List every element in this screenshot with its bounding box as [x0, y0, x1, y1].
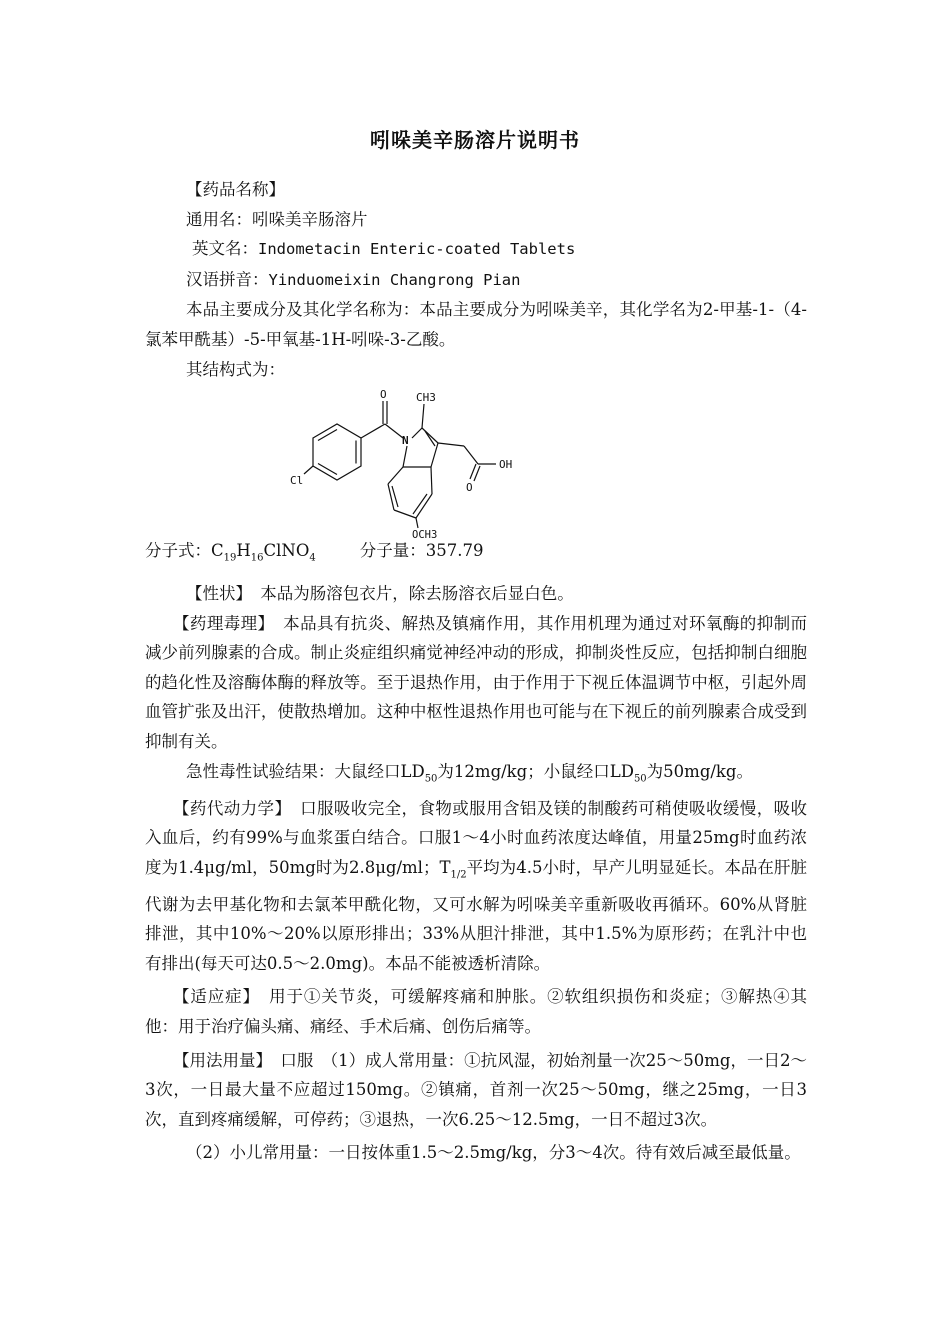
composition-paragraph: 本品主要成分及其化学名称为：本品主要成分为吲哚美辛，其化学名为2-甲基-1-（4-氯苯甲酰基）-5-甲氧基-1H-吲哚-3-乙酸。: [145, 300, 807, 349]
section-drug-name-heading: 【药品名称】: [186, 180, 285, 199]
pinyin-name-line: 汉语拼音：Yinduomeixin Changrong Pian: [186, 269, 521, 289]
english-name-line: 英文名：Indometacin Enteric-coated Tablets: [192, 239, 576, 259]
molecular-formula: $C_{19}H_{16}ClNO_4$: [211, 541, 316, 564]
atom-label-cl: Cl: [290, 474, 304, 488]
indications-paragraph: 【适应症】 用于①关节炎，可缓解疼痛和肿胀。②软组织损伤和炎症；③解热④其他：用于治疗偏头痛、痛经、手术后痛、创伤后痛等。: [145, 987, 808, 1036]
atom-label-n: N: [402, 434, 409, 448]
atom-label-oh: OH: [499, 458, 513, 472]
chemical-structure-diagram: [290, 386, 520, 542]
atom-label-o-acid: O: [466, 481, 473, 495]
toxicity-paragraph: 急性毒性试验结果：大鼠经口$LD_{50}$为12mg/kg；小鼠经口$LD_{50}$为50mg/kg。: [186, 761, 753, 784]
structure-diagram-container: [145, 384, 807, 542]
benzene-ring: [313, 424, 361, 480]
child-dosage-paragraph: （2）小儿常用量：一日按体重1.5～2.5mg/kg，分3～4次。待有效后减至最低量。: [186, 1143, 801, 1163]
atom-label-o-carbonyl: O: [380, 388, 387, 402]
atom-label-ch3: CH3: [416, 391, 436, 405]
appearance-paragraph: 【性状】 本品为肠溶包衣片，除去肠溶衣后显白色。: [186, 584, 574, 604]
pharmacology-paragraph: 【药理毒理】 本品具有抗炎、解热及镇痛作用，其作用机理为通过对环氧酶的抑制而减少前列腺素的合成。制止炎症组织痛觉神经冲动的形成，抑制炎性反应，包括抑制白细胞的趋化性及溶酶体酶的释放等。至于退热作用，由于作用于下视丘体温调节中枢，引起外周血管扩张及出汗，使散热增加。这种中枢性退热作用也可能与在下视丘的前列腺素合成受到抑制有关。: [145, 613, 808, 752]
page-title: 吲哚美辛肠溶片说明书: [370, 128, 580, 152]
atom-label-och3: OCH3: [412, 529, 438, 542]
molecular-weight: 357.79: [425, 541, 484, 561]
dosage-paragraph: 【用法用量】 口服 （1）成人常用量：①抗风湿，初始剂量一次25～50mg，一日2～3次，一日最大量不应超过150mg。②镇痛，首剂一次25～50mg，继之25mg，一日3次，直到疼痛缓解，可停药；③退热，一次6.25～12.5mg，一日不超过3次。: [145, 1050, 808, 1129]
document-body: [145, 175, 807, 1168]
structure-intro: 其结构式为：: [186, 359, 285, 379]
generic-name-line: 通用名：吲哚美辛肠溶片: [186, 209, 368, 229]
pharmacokinetics-paragraph: 【药代动力学】 口服吸收完全，食物或服用含铝及镁的制酸药可稍使吸收缓慢，吸收入血后，约有99%与血浆蛋白结合。口服1～4小时血药浓度达峰值，用量25mg时血药浓度为1.4μg/ml，50mg时为2.8μg/ml；$T_{1/2}$平均为4.5小时，早产儿明显延长。本品在肝脏代谢为去甲基化物和去氯苯甲酰化物，又可水解为吲哚美辛重新吸收再循环。60%从肾脏排泄，其中10%～20%以原形排出；33%从胆汁排泄，其中1.5%为原形药；在乳汁中也有排出(每天可达0.5～2.0mg)。本品不能被透析清除。: [145, 798, 808, 973]
formula-line: 分子式：$C_{19}H_{16}ClNO_4$ 分子量：357.79: [145, 541, 484, 564]
